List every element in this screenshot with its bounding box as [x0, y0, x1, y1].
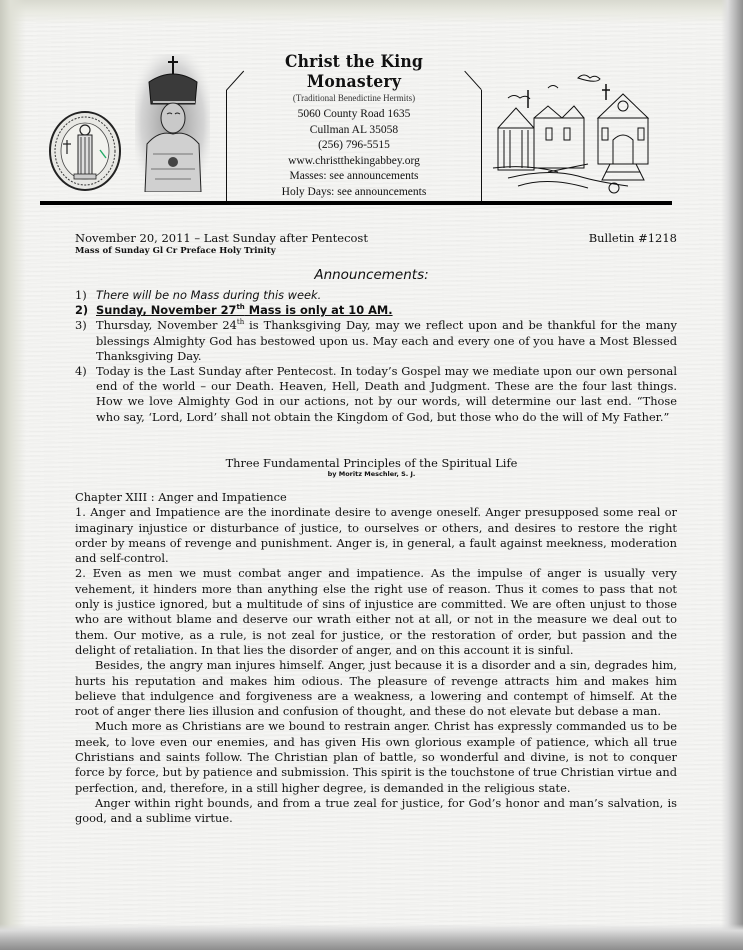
header-divider-right — [481, 90, 482, 202]
address-line-1: 5060 County Road 1635 — [297, 108, 411, 120]
ordinal-suffix: th — [236, 303, 245, 312]
announcement-text: There will be no Mass during this week. — [96, 288, 322, 302]
announcement-text-part: Sunday, November 27 — [96, 303, 237, 318]
announcement-text-part: Thursday, November 24 — [96, 318, 237, 333]
header-rule — [40, 201, 672, 205]
reading-body — [75, 490, 677, 827]
monastery-name: Christ the King Monastery — [284, 52, 424, 92]
st-benedict-medal-image — [48, 110, 122, 192]
holy-days-info: Holy Days: see announcements — [281, 185, 427, 198]
announcement-text — [96, 318, 677, 364]
announcement-text — [96, 303, 677, 318]
announcement-text-part: is Thanksgiving Day, may we reflect upon and be thankful for the many blessings Almighty God has bestowed upon us. May each and every one of you have a Most Blessed Thanksgiving Day. — [96, 318, 677, 363]
reading-paragraph: 1. Anger and Impatience are the inordinate desire to avenge oneself. Anger presupposed some real or imaginary injustice or disturbance of justice, to ourselves or others, and desires to restore the right order by means of revenge and punishment. Anger is, in general, a fault against meekness, moderation and self-control. — [75, 505, 677, 566]
bulletin-date: November 20, 2011 – Last Sunday after Pentecost — [75, 231, 368, 245]
announcement-item — [75, 364, 677, 425]
bulletin-meta — [75, 232, 677, 257]
announcement-item — [75, 318, 677, 364]
monastery-drawing-image — [488, 68, 668, 196]
announcement-number: 4) — [75, 364, 87, 379]
ordinal-suffix: th — [236, 318, 245, 327]
announcement-text-part: Mass is only at 10 AM. — [244, 303, 393, 318]
announcement-item — [75, 303, 677, 318]
mass-propers: Mass of Sunday Gl Cr Preface Holy Trinity — [75, 246, 276, 256]
frame-bevel-top — [0, 0, 743, 24]
reading-paragraph: Anger within right bounds, and from a true zeal for justice, for God’s honor and man’s salvation, is good, and a sublime virtue. — [75, 795, 677, 826]
phone-number: (256) 796-5515 — [318, 139, 390, 151]
announcement-number: 3) — [75, 318, 87, 333]
bulletin-number: Bulletin #1218 — [588, 231, 677, 245]
reading-paragraph: Much more as Christians are we bound to restrain anger. Christ has expressly commanded us to be meek, to love even our enemies, and has given His own glorious example of patience, which all true Christians and saints follow. The Christian plan of battle, so wonderful and divine, is not to conquer force by force, but by patience and submission. This spirit is the touchstone of true Christian virtue and perfection, and, therefore, in a still higher degree, is demanded in the religious state. — [75, 719, 677, 795]
announcements-heading: Announcements: — [314, 267, 429, 283]
monastery-subtitle: (Traditional Benedictine Hermits) — [292, 93, 416, 103]
monastery-header — [228, 52, 480, 200]
address-line-2: Cullman AL 35058 — [309, 123, 399, 136]
announcements-list — [75, 288, 677, 425]
crowned-madonna-image — [135, 54, 210, 192]
announcement-number: 1) — [75, 288, 87, 302]
announcement-item — [75, 288, 677, 303]
reading-paragraph: Besides, the angry man injures himself. Anger, just because it is a disorder and a sin, degrades him, hurts his reputation and makes him odious. The pleasure of revenge attracts him and makes him believe that indulgence and forgiveness are a weakness, a lowering and contempt of himself. At the root of anger there lies illusion and confusion of thought, and these do not elevate but debase a man. — [75, 658, 677, 719]
reading-title: Three Fundamental Principles of the Spiritual Life — [225, 456, 518, 470]
frame-bevel-bottom — [0, 924, 743, 950]
website-link[interactable]: www.christthekingabbey.org — [288, 154, 420, 167]
announcement-text: Today is the Last Sunday after Pentecost. In today’s Gospel may we mediate upon our own personal end of the world – our Death. Heaven, Hell, Death and Judgment. These are the four last things. How we love Almighty God in our actions, not by our words, will determine our last end. “Those who say, ‘Lord, Lord’ shall not obtain the Kingdom of God, but those who do the will of My Father.” — [96, 364, 677, 424]
masses-info: Masses: see announcements — [289, 170, 419, 182]
reading-author: by Moritz Meschler, S. J. — [327, 470, 416, 478]
header-divider-left — [226, 90, 227, 202]
reading-paragraph: 2. Even as men we must combat anger and impatience. As the impulse of anger is usually very vehement, it hinders more than anything else the right use of reason. Thus it comes to pass that not only is justice ignored, but a multitude of sins of injustice are committed. We are often unjust to those who are without blame and deserve our wrath either not at all, or not in the measure we deal out to them. Our motive, as a rule, is not zeal for justice, or the restoration of order, but passion and the delight of retaliation. In that lies the disorder of anger, and on this account it is sinful. — [75, 566, 677, 657]
chapter-heading: Chapter XIII : Anger and Impatience — [75, 490, 287, 504]
announcement-number: 2) — [75, 303, 89, 318]
